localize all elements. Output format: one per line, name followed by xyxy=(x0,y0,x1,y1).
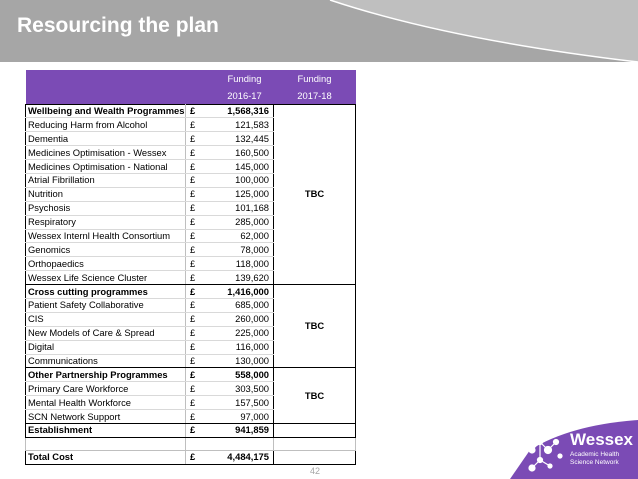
header-funding-2017-label: Funding xyxy=(274,70,356,87)
item-name: SCN Network Support xyxy=(26,410,186,424)
item-value: 285,000 xyxy=(216,215,274,229)
group-name: Other Partnership Programmes xyxy=(26,368,186,382)
table-header-row-2 xyxy=(26,87,356,104)
spacer-row xyxy=(26,437,356,450)
item-name: Wessex Life Science Cluster xyxy=(26,271,186,285)
currency-symbol: £ xyxy=(186,368,216,382)
item-name: Mental Health Workforce xyxy=(26,396,186,410)
establishment-name: Establishment xyxy=(26,423,186,437)
establishment-value: 941,859 xyxy=(216,423,274,437)
item-name: Primary Care Workforce xyxy=(26,382,186,396)
spacer-cell xyxy=(186,437,216,450)
currency-symbol: £ xyxy=(186,173,216,187)
item-value: 260,000 xyxy=(216,312,274,326)
slide-header-band xyxy=(0,0,638,62)
currency-symbol: £ xyxy=(186,450,216,464)
group-name: Cross cutting programmes xyxy=(26,285,186,299)
currency-symbol: £ xyxy=(186,132,216,146)
header-year-2017-18: 2017-18 xyxy=(274,87,356,104)
item-name: Wessex Internl Health Consortium xyxy=(26,229,186,243)
slide-title: Resourcing the plan xyxy=(17,14,219,37)
currency-symbol: £ xyxy=(186,354,216,368)
item-value: 125,000 xyxy=(216,187,274,201)
logo-subtitle-line-1: Academic Health xyxy=(570,451,620,458)
funding-table-container xyxy=(25,70,355,465)
currency-symbol: £ xyxy=(186,104,216,118)
item-value: 116,000 xyxy=(216,340,274,354)
item-value: 118,000 xyxy=(216,257,274,271)
currency-symbol: £ xyxy=(186,382,216,396)
item-value: 130,000 xyxy=(216,354,274,368)
group-row-wellbeing xyxy=(26,104,356,118)
currency-symbol: £ xyxy=(186,215,216,229)
table-header-blank xyxy=(26,87,216,104)
item-name: Orthopaedics xyxy=(26,257,186,271)
item-name: CIS xyxy=(26,312,186,326)
funding-table xyxy=(25,70,356,465)
logo-subtitle xyxy=(570,451,638,466)
item-name: Nutrition xyxy=(26,187,186,201)
currency-symbol: £ xyxy=(186,187,216,201)
group-row-other-partnership xyxy=(26,368,356,382)
total-name: Total Cost xyxy=(26,450,186,464)
currency-symbol: £ xyxy=(186,326,216,340)
logo-subtitle-line-2: Science Network xyxy=(570,458,619,466)
currency-symbol: £ xyxy=(186,285,216,299)
item-value: 78,000 xyxy=(216,243,274,257)
item-name: Medicines Optimisation - Wessex xyxy=(26,146,186,160)
currency-symbol: £ xyxy=(186,312,216,326)
item-value: 157,500 xyxy=(216,396,274,410)
group-value: 558,000 xyxy=(216,368,274,382)
currency-symbol: £ xyxy=(186,146,216,160)
item-value: 121,583 xyxy=(216,118,274,132)
total-blank xyxy=(274,450,356,464)
spacer-cell xyxy=(26,437,186,450)
currency-symbol: £ xyxy=(186,243,216,257)
item-name: Reducing Harm from Alcohol xyxy=(26,118,186,132)
item-name: Respiratory xyxy=(26,215,186,229)
tbc-cell-wellbeing: TBC xyxy=(274,104,356,285)
item-value: 101,168 xyxy=(216,201,274,215)
item-name: Psychosis xyxy=(26,201,186,215)
header-year-2016-17: 2016-17 xyxy=(216,87,274,104)
currency-symbol: £ xyxy=(186,340,216,354)
item-name: Medicines Optimisation - National xyxy=(26,160,186,174)
item-name: Communications xyxy=(26,354,186,368)
item-name: New Models of Care & Spread xyxy=(26,326,186,340)
item-name: Genomics xyxy=(26,243,186,257)
currency-symbol: £ xyxy=(186,229,216,243)
currency-symbol: £ xyxy=(186,298,216,312)
item-value: 685,000 xyxy=(216,298,274,312)
page-number: 42 xyxy=(310,466,321,476)
total-value: 4,484,175 xyxy=(216,450,274,464)
item-value: 160,500 xyxy=(216,146,274,160)
item-name: Digital xyxy=(26,340,186,354)
establishment-blank xyxy=(274,423,356,437)
item-value: 62,000 xyxy=(216,229,274,243)
item-value: 303,500 xyxy=(216,382,274,396)
table-header-blank xyxy=(26,70,216,87)
item-value: 145,000 xyxy=(216,160,274,174)
tbc-cell-other-partnership: TBC xyxy=(274,368,356,424)
item-name: Dementia xyxy=(26,132,186,146)
currency-symbol: £ xyxy=(186,396,216,410)
item-name: Patient Safety Collaborative xyxy=(26,298,186,312)
spacer-cell xyxy=(216,437,274,450)
establishment-row xyxy=(26,423,356,437)
spacer-cell xyxy=(274,437,356,450)
currency-symbol: £ xyxy=(186,257,216,271)
group-value: 1,568,316 xyxy=(216,104,274,118)
group-name: Wellbeing and Wealth Programmes xyxy=(26,104,186,118)
group-row-cross-cutting xyxy=(26,285,356,299)
total-row xyxy=(26,450,356,464)
item-value: 97,000 xyxy=(216,410,274,424)
item-value: 139,620 xyxy=(216,271,274,285)
currency-symbol: £ xyxy=(186,271,216,285)
item-value: 132,445 xyxy=(216,132,274,146)
tbc-cell-cross-cutting: TBC xyxy=(274,285,356,368)
item-name: Atrial Fibrillation xyxy=(26,173,186,187)
item-value: 100,000 xyxy=(216,173,274,187)
currency-symbol: £ xyxy=(186,160,216,174)
table-header-row-1 xyxy=(26,70,356,87)
currency-symbol: £ xyxy=(186,201,216,215)
item-value: 225,000 xyxy=(216,326,274,340)
group-value: 1,416,000 xyxy=(216,285,274,299)
currency-symbol: £ xyxy=(186,423,216,437)
currency-symbol: £ xyxy=(186,410,216,424)
wessex-logo xyxy=(510,420,638,479)
currency-symbol: £ xyxy=(186,118,216,132)
logo-name: Wessex xyxy=(570,430,634,449)
header-funding-2016-label: Funding xyxy=(216,70,274,87)
